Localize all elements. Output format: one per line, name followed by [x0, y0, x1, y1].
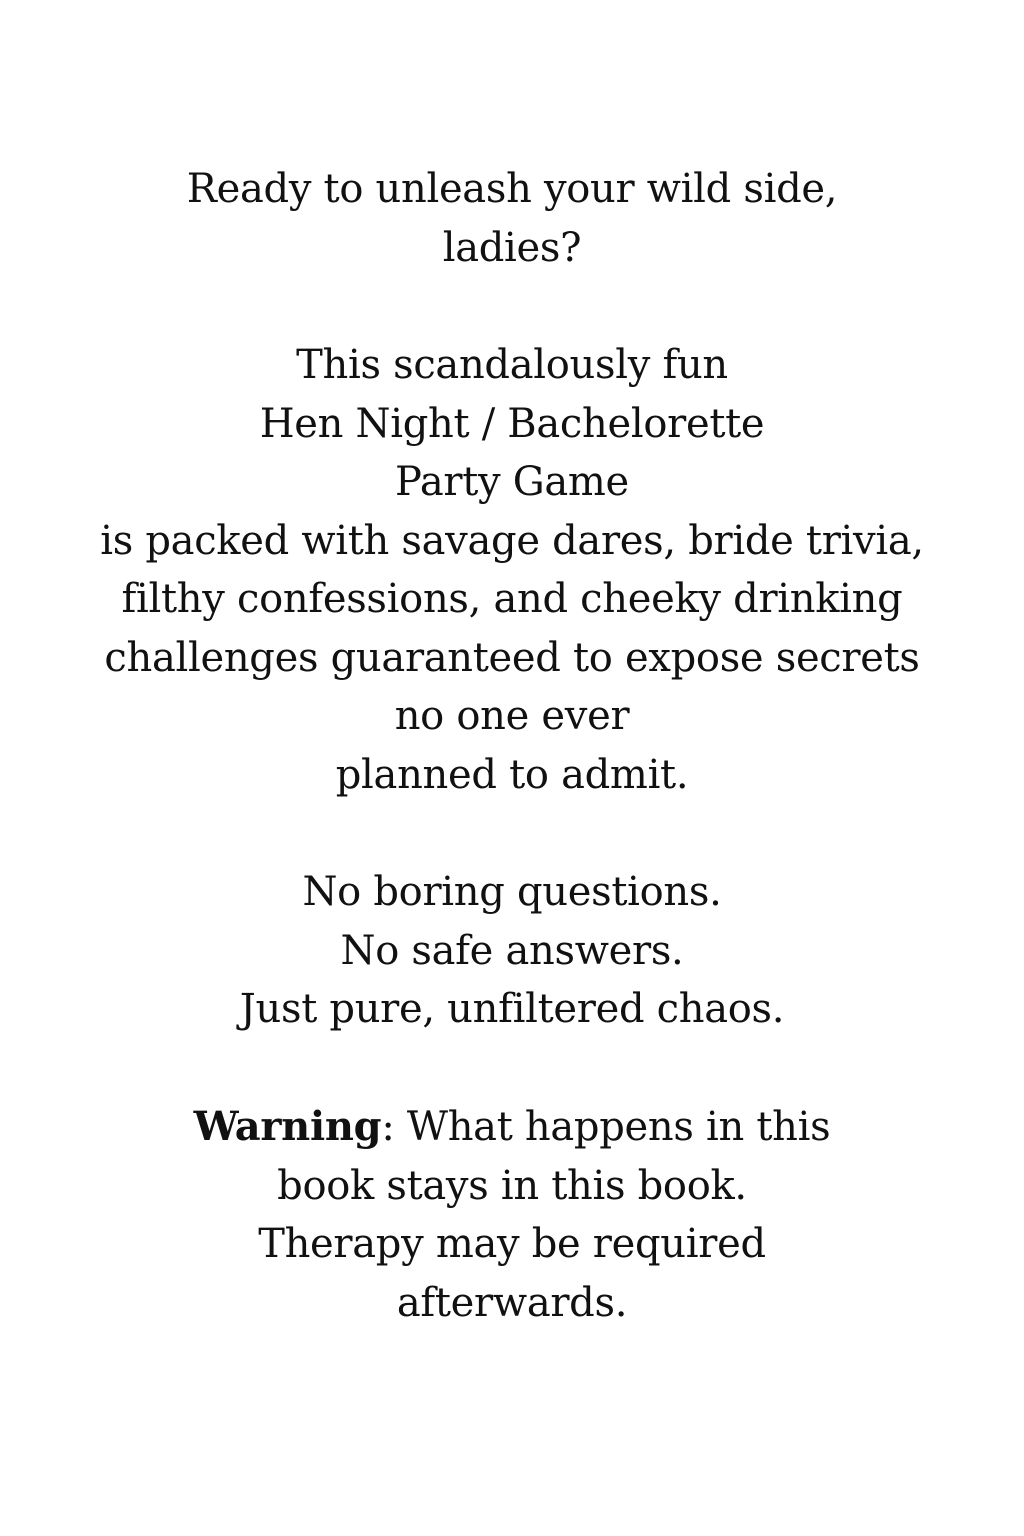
tagline-line: No boring questions.: [302, 869, 722, 915]
tagline-line: Just pure, unfiltered chaos.: [239, 986, 785, 1032]
warning-label: Warning: [193, 1103, 382, 1150]
intro-line: Ready to unleash your wild side,: [186, 166, 838, 212]
warning-first-line: [0, 1098, 1024, 1157]
description-line: filthy confessions, and cheeky drinking: [121, 576, 903, 622]
description-paragraph: [0, 336, 1024, 804]
description-line: challenges guaranteed to expose secrets: [104, 634, 920, 681]
warning-line: Therapy may be required: [258, 1221, 766, 1267]
warning-line: book stays in this book.: [277, 1162, 747, 1209]
tagline-line: No safe answers.: [340, 927, 684, 974]
warning-first-line-text: : What happens in this: [381, 1104, 831, 1150]
description-line: no one ever: [394, 693, 630, 739]
warning-paragraph: [0, 1098, 1024, 1332]
description-line: Hen Night / Bachelorette: [259, 400, 765, 447]
intro-line: ladies?: [442, 224, 582, 271]
description-line: planned to admit.: [335, 751, 689, 798]
description-line: Party Game: [395, 459, 629, 505]
taglines-paragraph: [0, 863, 1024, 1039]
description-line: is packed with savage dares, bride trivia,: [100, 517, 924, 564]
warning-line: afterwards.: [396, 1279, 628, 1326]
intro-paragraph: [0, 160, 1024, 277]
description-line: This scandalously fun: [296, 342, 728, 388]
